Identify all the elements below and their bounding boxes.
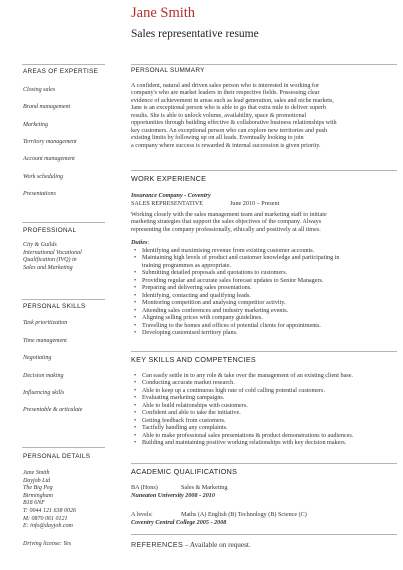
expertise-item: Presentations [23,191,56,197]
duties-colon: : [147,240,150,246]
resume-header [131,5,396,41]
summary-heading: PERSONAL SUMMARY [131,67,205,74]
contact-line: The Big Peg [23,485,53,492]
job-description [131,212,397,234]
summary-line: key customers. An exceptional person who can explore new territories and push [131,127,328,134]
duties-label [131,240,149,246]
skill-item: Presentable & articulate [23,407,83,413]
key-skill-item: • Can easily settle in to any role & take over the management of an existing client base. [131,373,397,380]
description-line: representing the company professionally, ethically and positively at all times. [131,226,321,233]
qualifications-heading: ACADEMIC QUALIFICATIONS [131,467,238,476]
candidate-name: Jane Smith [131,5,196,21]
sidebar-divider [22,447,105,448]
expertise-item: Work scheduling [23,174,63,180]
section-divider [131,170,397,171]
duty-item: • Identifying and maximising revenue from existing customer accounts. [131,248,397,255]
summary-text [131,83,397,150]
skill-item: Task prioritization [23,320,68,326]
contact-line: E: info@dayjob.com [23,523,73,530]
summary-line: opportunities through building effective & collaborative business relationships with [131,120,337,127]
references-text: – Available on request. [183,541,251,549]
skills-heading: PERSONAL SKILLS [23,303,86,310]
sidebar-divider [22,222,105,223]
details-heading: PERSONAL DETAILS [23,453,91,460]
duty-continuation: training programmes as appropriate. [142,262,232,269]
key-skill-item: • Confident and able to take the initiative. [131,410,397,417]
professional-line: Sales and Marketing [23,264,73,271]
duty-item: • Aligning selling prices with company guidelines. [131,315,397,322]
duty-item: • Submitting detailed proposals and quotations to customers. [131,270,397,277]
degree-subject: Sales & Marketing [181,485,228,491]
expertise-item: Territory management [23,139,77,145]
contact-line: Dayjob Ltd [23,477,51,484]
expertise-item: Brand management [23,104,71,110]
contact-line: Birmingham [23,492,53,499]
alevels-label: A levels: [131,512,153,518]
duty-item: • Preparing and delivering sales presentations. [131,285,397,292]
contact-line: B18 6NF [23,500,45,507]
expertise-item: Marketing [23,122,48,128]
experience-heading: WORK EXPERIENCE [131,174,207,183]
summary-line: a company where success is rewarded & internal succession is given priority. [131,142,321,149]
summary-line: results. She is able to unlock volume, availability, space & promotional [131,112,307,119]
sidebar-divider [22,299,105,300]
key-skills-heading: KEY SKILLS AND COMPETENCIES [131,355,257,364]
duty-item: • Identifying, contacting and qualifying leads. [131,293,397,300]
summary-line: A confident, natural and driven sales person who is interested in working for [131,83,320,89]
summary-line: Jane is an exceptional person who is able to go that extra mile to deliver superb [131,105,326,112]
duty-item-continued [131,263,397,270]
professional-qualification [23,242,82,272]
expertise-item: Account management [23,156,75,162]
section-divider [131,534,397,535]
skill-item: Influencing skills [23,390,65,396]
alevels-school: Coventry Central College 2005 - 2008 [131,520,227,526]
driving-license: Driving license: Yes [23,541,72,547]
job-dates: June 2010 – Present [230,201,280,207]
key-skill-item: • Able to build relationships with customers. [131,403,397,410]
key-skills-list [131,373,397,448]
skill-item: Time management [23,338,67,344]
key-skill-item: • Able to keep up a continuous high rate of cold calling potential customers. [131,388,397,395]
summary-line: company's who are market leaders in their respective fields. Possessing clear [131,90,320,97]
key-skill-item: • Evaluating marketing campaigns. [131,395,397,402]
summary-line: evidence of achievement in areas such as lead generation, sales and niche markets, [131,97,334,104]
job-title: SALES REPRESENTATIVE [131,201,204,207]
sidebar-divider [22,64,105,65]
contact-line: M: 0870 061 0121 [23,515,68,522]
resume-title: Sales representative resume [131,28,259,40]
contact-line: T: 0044 121 638 0026 [23,507,77,514]
key-skill-item: • Building and maintaining positive working relationships with key decision makers. [131,440,397,447]
duty-item: • Maintaining high levels of product and customer knowledge and participating in [131,255,397,262]
alevels-subjects: Maths (A) English (B) Technology (B) Science (C) [181,512,307,518]
duties-label-text: Duties [131,240,148,246]
degree-school: Nuneaton University 2008 - 2010 [131,493,215,499]
expertise-item: Closing sales [23,87,56,93]
section-divider [131,64,397,65]
company-name: Insurance Company - Coventry [131,193,211,199]
duties-list [131,248,397,337]
duty-item: • Providing regular and accurate sales forecast updates to Senior Managers. [131,278,397,285]
skill-item: Decision making [23,373,64,379]
references-line [131,540,251,549]
summary-line: existing limits by following up on all leads. Eventually looking to join [131,135,304,142]
description-line: marketing strategies that support the sales objectives of the company. Always [131,219,322,226]
expertise-heading: AREAS OF EXPERTISE [23,68,99,75]
key-skill-item: • Conducting accurate market research. [131,380,397,387]
section-divider [131,463,397,464]
degree-label: BA (Hons) [131,485,158,491]
contact-line: Jane Smith [23,470,50,476]
duty-item: • Attending sales conferences and industry marketing events. [131,308,397,315]
key-skill-item: • Getting feedback from customers. [131,418,397,425]
duty-item: • Travelling to the homes and offices of potential clients for appointments. [131,323,397,330]
professional-heading: PROFESSIONAL [23,227,77,234]
key-skill-item: • Able to make professional sales presentations & product demonstrations to audiences. [131,433,397,440]
skill-item: Negotiating [23,355,52,361]
section-divider [131,351,397,352]
contact-details [23,470,76,531]
duty-item: • Developing customised territory plans. [131,330,397,337]
professional-line: International Vocational [23,249,82,256]
duty-item: • Monitoring competition and analysing competitor activity. [131,300,397,307]
references-heading: REFERENCES [131,540,184,549]
professional-line: City & Guilds [23,242,57,248]
description-line: Working closely with the sales management team and marketing staff to initiate [131,212,327,218]
key-skill-item: • Tactfully handling any complaints. [131,425,397,432]
professional-line: Qualification (IVQ) in [23,257,77,264]
